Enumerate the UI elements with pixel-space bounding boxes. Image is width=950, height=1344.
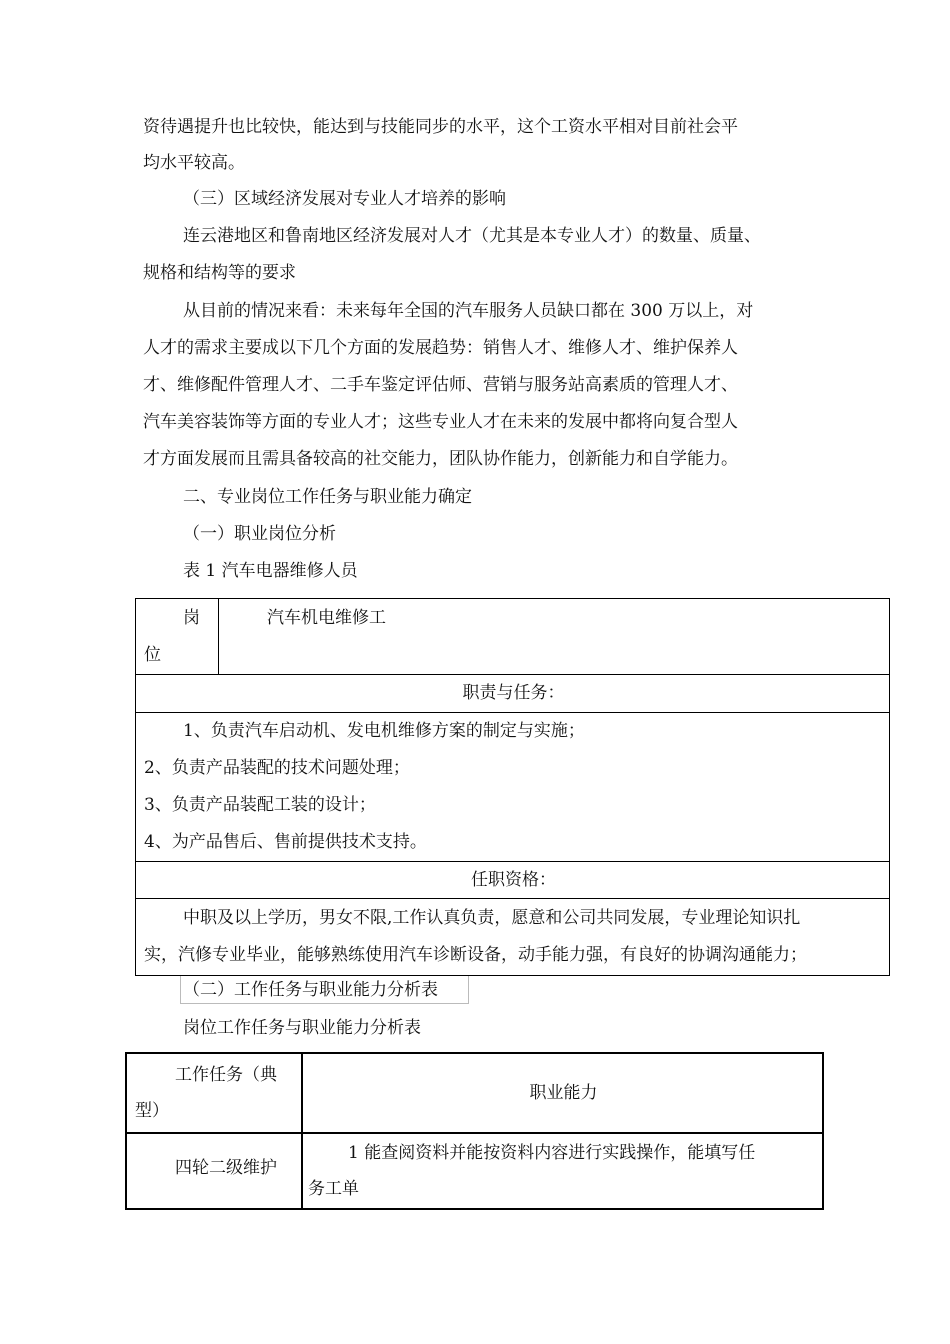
paragraph-line: 才、维修配件管理人才、二手车鉴定评估师、营销与服务站高素质的管理人才、 (143, 375, 738, 395)
qualification-text: 中职及以上学历，男女不限,工作认真负责，愿意和公司共同发展，专业理论知识扎 (183, 908, 801, 928)
paragraph-line: 资待遇提升也比较快，能达到与技能同步的水平，这个工资水平相对目前社会平 (143, 117, 738, 137)
table-caption-2: 岗位工作任务与职业能力分析表 (183, 1018, 421, 1038)
duty-item: 2、负责产品装配的技术问题处理； (144, 758, 410, 778)
section-heading-2: 二、专业岗位工作任务与职业能力确定 (183, 487, 472, 507)
duty-item: 4、为产品售后、售前提供技术支持。 (144, 832, 427, 852)
paragraph-line: 规格和结构等的要求 (143, 263, 296, 283)
post-value: 汽车机电维修工 (267, 608, 386, 628)
subsection-heading-1: （一）职业岗位分析 (183, 524, 336, 544)
duty-item: 1、负责汽车启动机、发电机维修方案的制定与实施； (183, 721, 585, 741)
ability-cell: 务工单 (308, 1179, 359, 1199)
paragraph-line: 从目前的情况来看：未来每年全国的汽车服务人员缺口都在 300 万以上，对 (183, 301, 754, 321)
subsection-heading-2: （二）工作任务与职业能力分析表 (183, 980, 438, 1000)
section-heading-3: （三）区域经济发展对专业人才培养的影响 (183, 189, 506, 209)
post-label: 岗 (183, 608, 200, 628)
task-column-header: 工作任务（典 (175, 1065, 277, 1085)
task-column-header: 型） (135, 1101, 169, 1121)
paragraph-line: 均水平较高。 (143, 153, 245, 173)
paragraph-line: 人才的需求主要成以下几个方面的发展趋势：销售人才、维修人才、维护保养人 (143, 338, 738, 358)
task-ability-table (125, 1052, 824, 1210)
qualification-text: 实，汽修专业毕业，能够熟练使用汽车诊断设备，动手能力强，有良好的协调沟通能力； (144, 945, 807, 965)
qualification-header: 任职资格： (471, 870, 556, 890)
table-divider (218, 599, 219, 675)
job-post-table (135, 598, 890, 976)
duties-header: 职责与任务： (462, 683, 565, 703)
paragraph-line: 才方面发展而且需具备较高的社交能力，团队协作能力，创新能力和自学能力。 (143, 449, 738, 469)
ability-cell: 1 能查阅资料并能按资料内容进行实践操作，能填写任 (348, 1143, 756, 1163)
task-cell: 四轮二级维护 (175, 1158, 277, 1178)
paragraph-line: 汽车美容装饰等方面的专业人才；这些专业人才在未来的发展中都将向复合型人 (143, 412, 738, 432)
duty-item: 3、负责产品装配工装的设计； (144, 795, 376, 815)
table-divider (127, 1132, 822, 1134)
table-caption-1: 表 1 汽车电器维修人员 (183, 561, 358, 581)
post-label: 位 (144, 645, 161, 665)
ability-column-header: 职业能力 (529, 1083, 598, 1103)
paragraph-line: 连云港地区和鲁南地区经济发展对人才（尤其是本专业人才）的数量、质量、 (183, 226, 761, 246)
